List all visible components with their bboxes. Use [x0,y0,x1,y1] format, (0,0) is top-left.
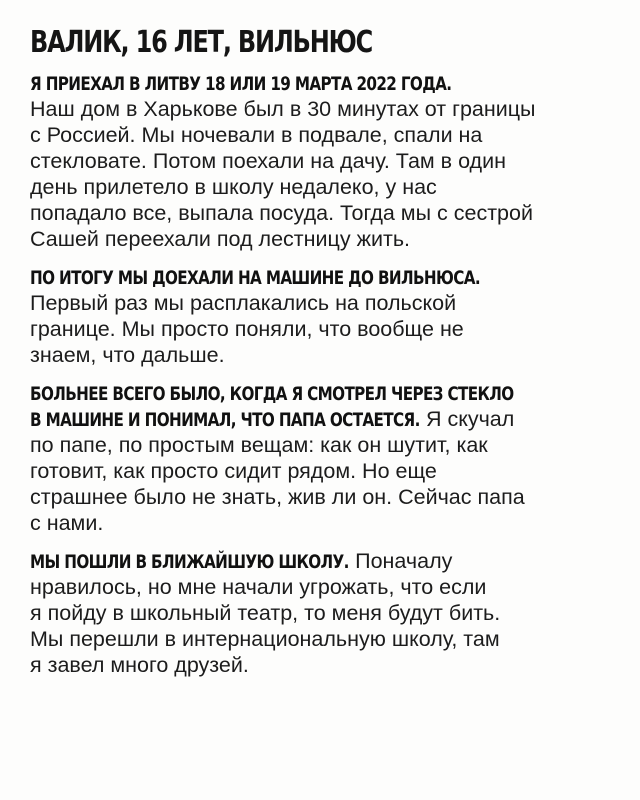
paragraph-lead-line [30,264,615,290]
paragraph-lead: В МАШИНЕ И ПОНИМАЛ, ЧТО ПАПА ОСТАЕТСЯ. [30,409,420,431]
paragraph-line: день прилетело в школу недалеко, у нас [30,175,437,199]
paragraph-line: с Россией. Мы ночевали в подвале, спали на [30,123,483,147]
paragraph-school [30,548,615,678]
paragraph-lead-rest: Я скучал [425,407,515,431]
paragraph-line: страшнее было не знать, жив ли он. Сейчас папа [30,485,525,509]
paragraph-line: я завел много друзей. [30,653,249,677]
paragraph-arrival [30,70,615,252]
paragraph-lead-rest: Поначалу [355,549,453,573]
paragraph-line: я пойду в школьный театр, то меня будут бить. [30,601,501,625]
paragraph-line: Мы перешли в интернациональную школу, там [30,627,500,651]
paragraph-lead: МЫ ПОШЛИ В БЛИЖАЙШУЮ ШКОЛУ. [30,551,349,573]
paragraph-journey [30,264,615,368]
paragraph-lead: Я ПРИЕХАЛ В ЛИТВУ 18 ИЛИ 19 МАРТА 2022 ГОДА. [30,73,452,95]
paragraph-line: Первый раз мы расплакались на польской [30,291,457,315]
paragraph-lead-line [30,70,615,96]
paragraph-line: нравилось, но мне начали угрожать, что если [30,575,487,599]
paragraph-lead: БОЛЬНЕЕ ВСЕГО БЫЛО, КОГДА Я СМОТРЕЛ ЧЕРЕЗ СТЕКЛО [30,383,514,405]
paragraph-lead: ПО ИТОГУ МЫ ДОЕХАЛИ НА МАШИНЕ ДО ВИЛЬНЮСА. [30,267,480,289]
paragraph-line: готовит, как просто сидит рядом. Но еще [30,459,437,483]
paragraph-line: попадало все, выпала посуда. Тогда мы с сестрой [30,201,533,225]
paragraph-line: с нами. [30,511,104,535]
paragraph-line: по папе, по простым вещам: как он шутит, как [30,433,488,457]
paragraph-line: знаем, что дальше. [30,343,225,367]
paragraph-line: стекловате. Потом поехали на дачу. Там в один [30,149,506,173]
paragraph-line: Наш дом в Харькове был в 30 минутах от границы [30,97,536,121]
paragraph-father [30,380,615,536]
paragraph-line: Сашей переехали под лестницу жить. [30,227,410,251]
paragraph-lead-line [30,380,615,406]
paragraph-lead-line [30,406,615,432]
article-title: ВАЛИК, 16 ЛЕТ, ВИЛЬНЮС [30,25,372,60]
paragraph-line: границе. Мы просто поняли, что вообще не [30,317,464,341]
paragraph-lead-line [30,548,615,574]
article [30,24,615,690]
